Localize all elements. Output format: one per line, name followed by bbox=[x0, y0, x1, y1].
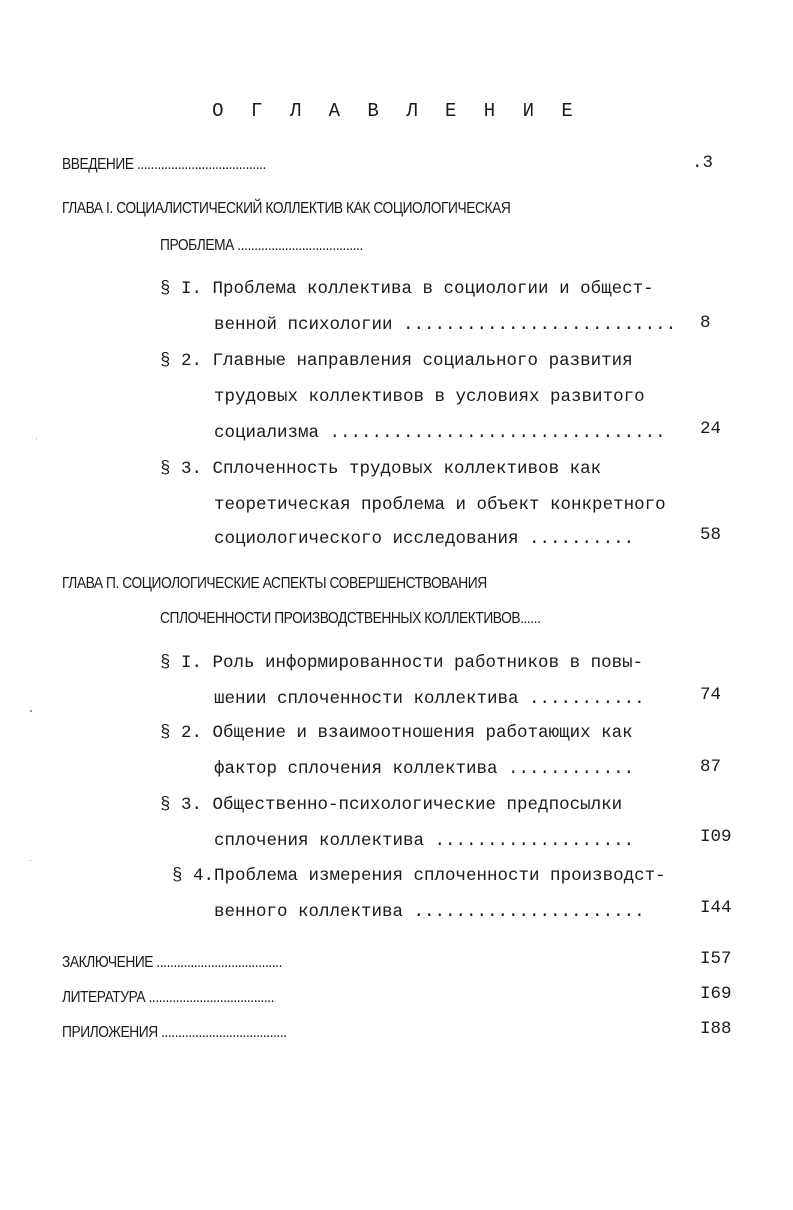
toc-section-2-2-cont: фактор сплочения коллектива ............ bbox=[214, 759, 635, 779]
toc-title: О Г Л А В Л Е Н И Е bbox=[212, 100, 581, 122]
toc-page-1-3: 58 bbox=[700, 525, 722, 545]
toc-entry-literature: ЛИТЕРАТУРА ..................................... bbox=[62, 989, 275, 1006]
toc-page-literature: I69 bbox=[700, 984, 732, 1004]
scan-speck bbox=[36, 438, 37, 439]
toc-page-2-3: I09 bbox=[700, 827, 732, 847]
toc-section-1-1: § I. Проблема коллектива в социологии и общест- bbox=[160, 279, 654, 299]
toc-page-intro: .3 bbox=[692, 153, 714, 173]
toc-page-1-1: 8 bbox=[700, 313, 711, 333]
toc-section-1-3-cont: теоретическая проблема и объект конкретного bbox=[214, 495, 666, 515]
toc-section-2-3-cont: сплочения коллектива ................... bbox=[214, 831, 635, 851]
toc-chapter1-title: ГЛАВА I. СОЦИАЛИСТИЧЕСКИЙ КОЛЛЕКТИВ КАК СОЦИОЛОГИЧЕСКАЯ bbox=[62, 200, 511, 217]
toc-chapter1-title-cont: ПРОБЛЕМА ..................................... bbox=[160, 237, 363, 254]
toc-section-1-3: § 3. Сплоченность трудовых коллективов как bbox=[160, 459, 602, 479]
toc-page-1-2: 24 bbox=[700, 419, 722, 439]
toc-section-2-1-cont: шении сплоченности коллектива ........... bbox=[214, 689, 645, 709]
toc-section-1-2: § 2. Главные направления социального развития bbox=[160, 351, 633, 371]
toc-section-1-2-cont2: социализма ................................ bbox=[214, 423, 666, 443]
toc-section-2-2: § 2. Общение и взаимоотношения работающих как bbox=[160, 723, 633, 743]
toc-section-1-3-cont2: социологического исследования .......... bbox=[214, 529, 635, 549]
toc-page-2-2: 87 bbox=[700, 757, 722, 777]
toc-page-appendices: I88 bbox=[700, 1019, 732, 1039]
toc-section-2-4-cont: венного коллектива ...................... bbox=[214, 902, 645, 922]
toc-entry-conclusion: ЗАКЛЮЧЕНИЕ ..................................... bbox=[62, 954, 282, 971]
toc-page-2-4: I44 bbox=[700, 898, 732, 918]
toc-section-2-1: § I. Роль информированности работников в повы- bbox=[160, 653, 644, 673]
toc-chapter2-title: ГЛАВА П. СОЦИОЛОГИЧЕСКИЕ АСПЕКТЫ СОВЕРШЕНСТВОВАНИЯ bbox=[62, 575, 487, 592]
toc-chapter2-title-cont: СПЛОЧЕННОСТИ ПРОИЗВОДСТВЕННЫХ КОЛЛЕКТИВОВ...... bbox=[160, 610, 541, 627]
scan-speck bbox=[30, 860, 31, 861]
scan-speck bbox=[30, 710, 32, 712]
toc-page-2-1: 74 bbox=[700, 685, 722, 705]
toc-section-2-4: § 4.Проблема измерения сплоченности производст- bbox=[172, 866, 666, 886]
toc-section-1-1-cont: венной психологии .......................... bbox=[214, 315, 677, 335]
toc-entry-appendices: ПРИЛОЖЕНИЯ ..................................... bbox=[62, 1024, 287, 1041]
toc-entry-intro: ВВЕДЕНИЕ ...................................... bbox=[62, 156, 266, 173]
toc-section-1-2-cont: трудовых коллективов в условиях развитого bbox=[214, 387, 645, 407]
toc-section-2-3: § 3. Общественно-психологические предпосылки bbox=[160, 795, 623, 815]
toc-page-conclusion: I57 bbox=[700, 949, 732, 969]
